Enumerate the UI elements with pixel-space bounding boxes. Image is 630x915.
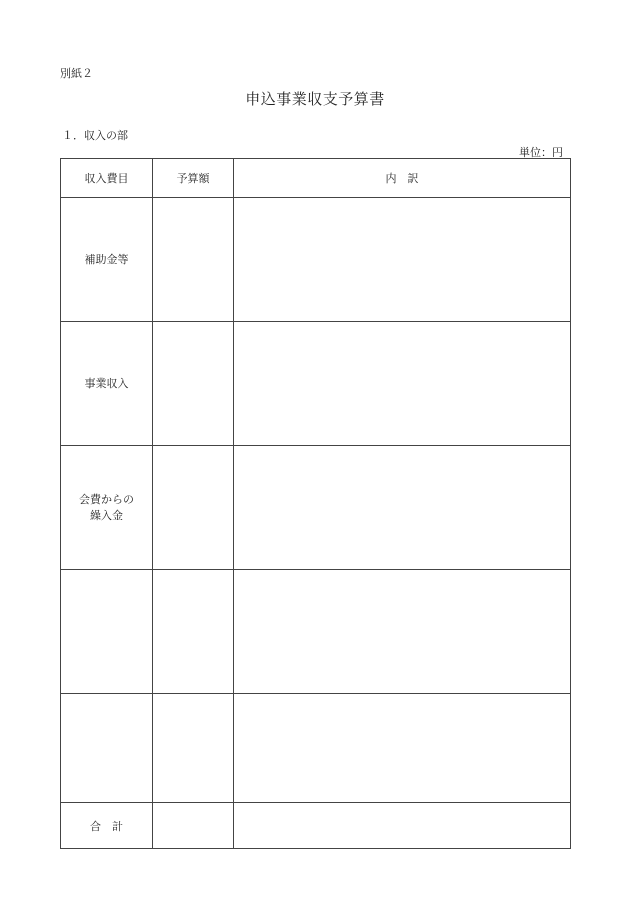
total-detail-cell[interactable] [234, 803, 571, 849]
detail-cell[interactable] [234, 322, 571, 446]
header-item: 収入費目 [61, 159, 153, 198]
amount-cell[interactable] [153, 446, 234, 570]
detail-cell[interactable] [234, 446, 571, 570]
unit-label: 単位：円 [519, 146, 563, 159]
total-label: 合 計 [61, 803, 153, 849]
income-budget-table [60, 158, 571, 849]
header-amount: 予算額 [153, 159, 234, 198]
detail-cell[interactable] [234, 570, 571, 694]
item-label-line1: 会費からの [79, 492, 134, 506]
item-label: 補助金等 [84, 252, 129, 266]
amount-cell[interactable] [153, 322, 234, 446]
item-cell[interactable] [61, 694, 153, 803]
table-row [61, 570, 571, 694]
item-cell[interactable] [61, 570, 153, 694]
table-row [61, 198, 571, 322]
header-detail: 内 訳 [234, 159, 571, 198]
total-amount-cell[interactable] [153, 803, 234, 849]
detail-cell[interactable] [234, 198, 571, 322]
table-row [61, 446, 571, 570]
table-header-row [61, 159, 571, 198]
item-label-line2: 繰入金 [90, 508, 123, 522]
amount-cell[interactable] [153, 198, 234, 322]
table-row [61, 322, 571, 446]
amount-cell[interactable] [153, 694, 234, 803]
attachment-label: 別紙２ [60, 67, 93, 80]
amount-cell[interactable] [153, 570, 234, 694]
section-heading: １．収入の部 [62, 129, 128, 142]
detail-cell[interactable] [234, 694, 571, 803]
item-label: 事業収入 [84, 376, 129, 390]
item-cell [61, 446, 153, 570]
total-row [61, 803, 571, 849]
table-row [61, 694, 571, 803]
document-title: 申込事業収支予算書 [245, 90, 385, 108]
item-cell [61, 198, 153, 322]
item-cell [61, 322, 153, 446]
